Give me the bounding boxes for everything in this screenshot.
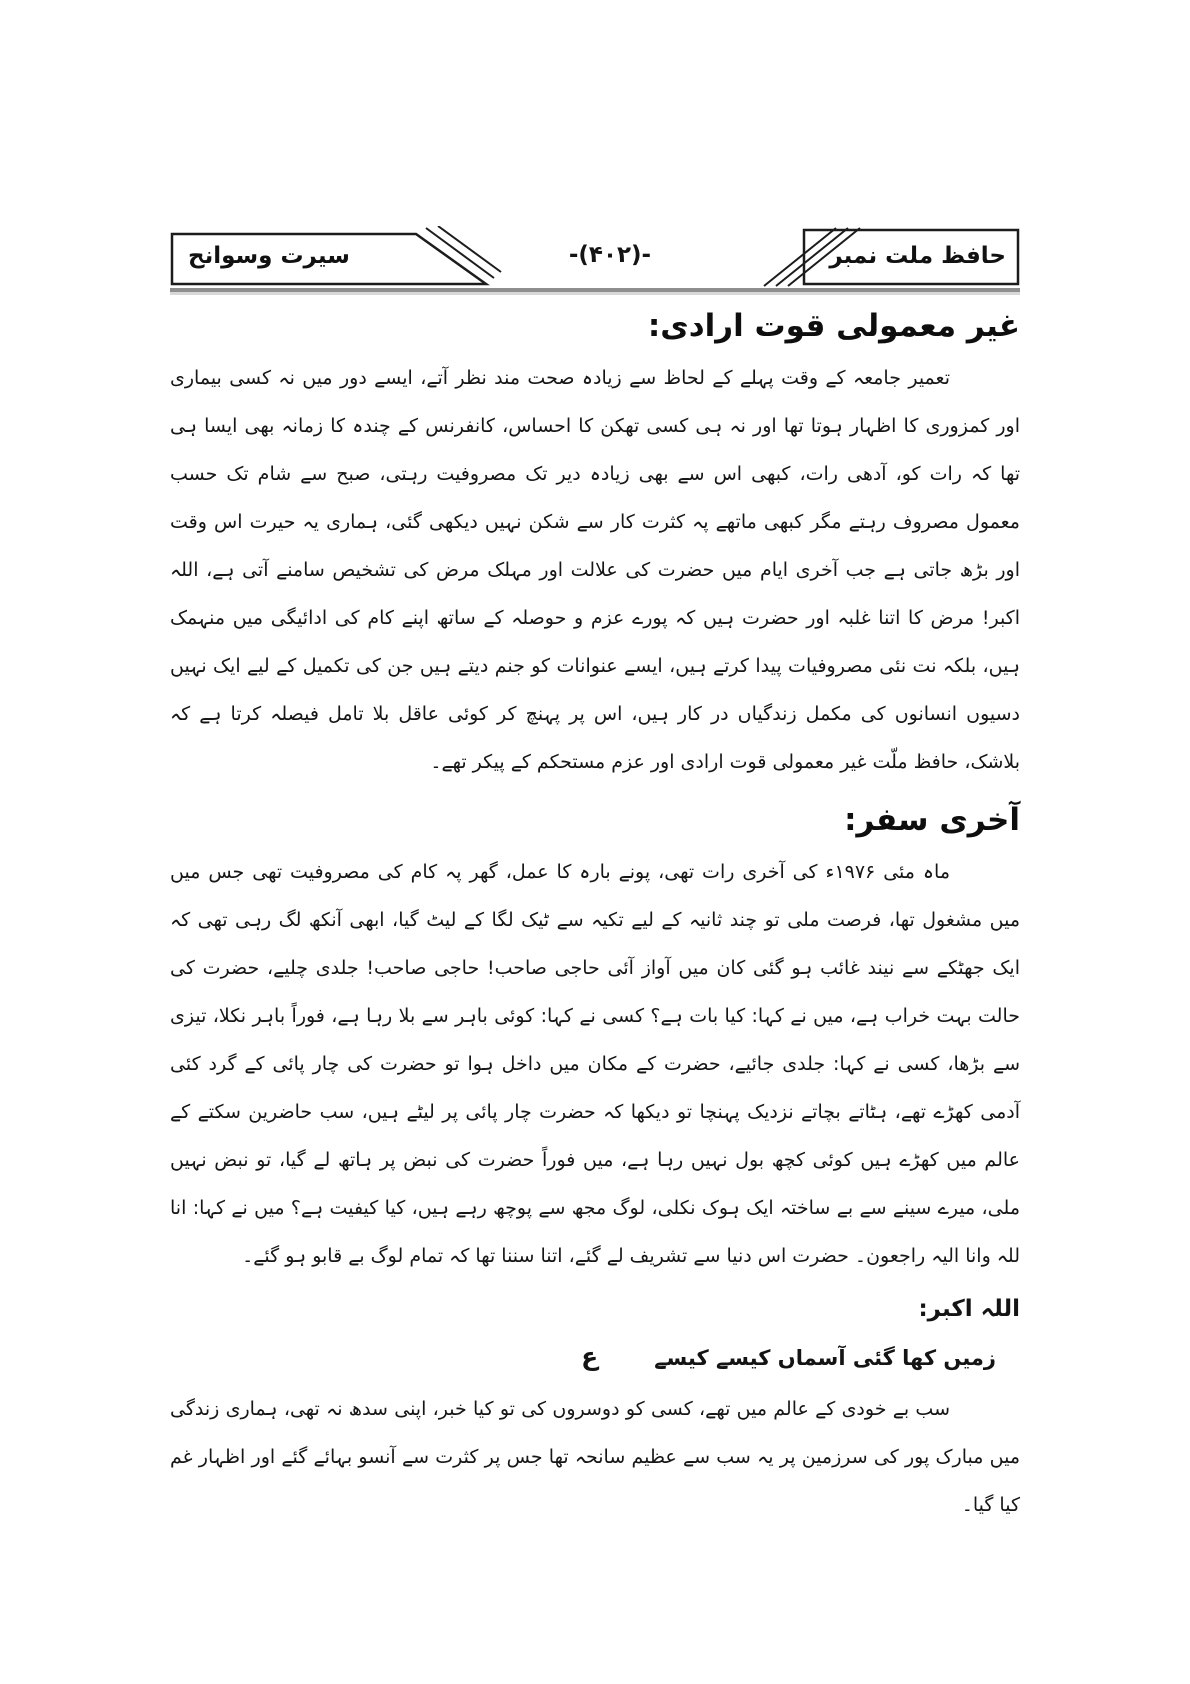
section-heading-last-journey: آخری سفر: bbox=[844, 802, 1020, 838]
paragraph-mourning: سب بے خودی کے عالم میں تھے، کسی کو دوسروں کی تو کیا خبر، اپنی سدھ نہ تھی، ہماری زندگی میں مبارک پور کی سرزمین پر یہ سب سے عظیم سانحہ تھا جس پر کثرت سے آنسو بہائے گئے اور اظہار غم کیا گیا۔ bbox=[170, 1398, 1020, 1516]
header-right-label: حافظ ملت نمبر bbox=[829, 243, 1006, 269]
header-separator-rule bbox=[170, 288, 1020, 292]
takbir-heading: اللہ اکبر: bbox=[918, 1296, 1020, 1322]
header-right-box bbox=[718, 226, 1020, 286]
page-content-column bbox=[170, 226, 1020, 1531]
verse-line bbox=[170, 1330, 1020, 1385]
header-left-label: سیرت وسوانح bbox=[188, 243, 350, 269]
section-heading-willpower: غیر معمولی قوت ارادی: bbox=[647, 308, 1020, 344]
header-left-box bbox=[170, 226, 502, 286]
page-number: -(۴۰۲)- bbox=[568, 242, 652, 268]
verse-marker: ع bbox=[581, 1342, 599, 1371]
page-header bbox=[170, 226, 1020, 288]
paragraph-last-journey: ماہ مئی ۱۹۷۶ء کی آخری رات تھی، پونے بارہ کا عمل، گھر پہ کام کی مصروفیت تھی جس میں میں مشغول تھا، فرصت ملی تو چند ثانیہ کے لیے تکیہ سے ٹیک لگا کے لیٹ گیا، ابھی آنکھ لگ رہی تھی کہ ایک جھٹکے سے نیند غائب ہو گئی کان میں آواز آئی حاجی صاحب! حاجی صاحب! جلدی چلیے، حضرت کی حالت بہت خراب ہے، میں نے کہا: کیا بات ہے؟ کسی نے کہا: کوئی باہر سے بلا رہا ہے، فوراً باہر نکلا، تیزی سے بڑھا، کسی نے کہا: جلدی جائیے، حضرت کے مکان میں داخل ہوا تو حضرت کی چار پائی کے گرد کئی آدمی کھڑے تھے، ہٹاتے بچاتے نزدیک پہنچا تو دیکھا کہ حضرت چار پائی پر لیٹے ہیں، سب حاضرین سکتے کے عالم میں کھڑے ہیں کوئی کچھ بول نہیں رہا ہے، میں فوراً حضرت کی نبض پر ہاتھ لے گیا، تو نبض نہیں ملی، میرے سینے سے بے ساختہ ایک ہوک نکلی، لوگ مجھ سے پوچھ رہے ہیں، کیا کیفیت ہے؟ میں نے کہا: انا للہ وانا الیہ راجعون۔ حضرت اس دنیا سے تشریف لے گئے، اتنا سننا تھا کہ تمام لوگ بے قابو ہو گئے۔ bbox=[170, 861, 1020, 1267]
paragraph-willpower: تعمیر جامعہ کے وقت پہلے کے لحاظ سے زیادہ صحت مند نظر آتے، ایسے دور میں نہ کسی بیماری اور کمزوری کا اظہار ہوتا تھا اور نہ ہی کسی تھکن کا احساس، کانفرنس کے چندہ کا زمانہ بھی ایسا ہی تھا کہ رات کو، آدھی رات، کبھی اس سے بھی زیادہ دیر تک مصروفیت رہتی، صبح سے شام تک حسب معمول مصروف رہتے مگر کبھی ماتھے پہ کثرت کار سے شکن نہیں دیکھی گئی، ہماری یہ حیرت اس وقت اور بڑھ جاتی ہے جب آخری ایام میں حضرت کی علالت اور مہلک مرض کی تشخیص سامنے آتی ہے، اللہ اکبر! مرض کا اتنا غلبہ اور حضرت ہیں کہ پورے عزم و حوصلہ کے ساتھ اپنے کام کی ادائیگی میں منہمک ہیں، بلکہ نت نئی مصروفیات پیدا کرتے ہیں، ایسے عنوانات کو جنم دیتے ہیں جن کی تکمیل کے لیے ایک نہیں دسیوں انسانوں کی مکمل زندگیاں در کار ہیں، اس پر پہنچ کر کوئی عاقل بلا تامل فیصلہ کرتا ہے کہ بلاشک، حافظ ملّت غیر معمولی قوت ارادی اور عزم مستحکم کے پیکر تھے۔ bbox=[170, 367, 1020, 773]
verse-text: زمیں کھا گئی آسماں کیسے کیسے bbox=[654, 1346, 996, 1370]
